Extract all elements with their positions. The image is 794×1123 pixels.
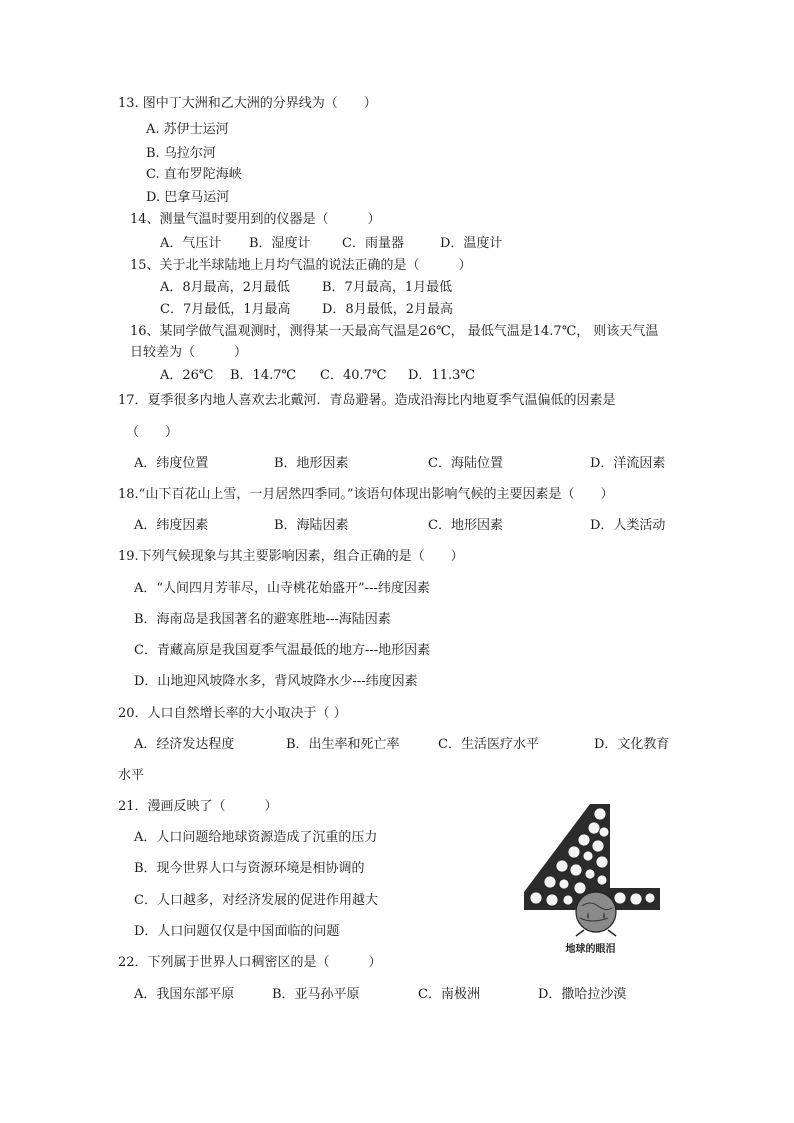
q21-option-d: D．人口问题仅仅是中国面临的问题 (134, 924, 340, 939)
q15-stem: 15、关于北半球陆地上月均气温的说法正确的是（ ） (130, 258, 472, 273)
q19-option-b: B．海南岛是我国著名的避寒胜地---海陆因素 (134, 612, 391, 627)
q22-option-a: A．我国东部平原 (134, 987, 235, 1002)
q19-option-c: C．青藏高原是我国夏季气温最低的地方---地形因素 (134, 643, 431, 658)
q17-stem-line2: （ ） (126, 425, 179, 440)
q13-option-b: B. 乌拉尔河 (146, 146, 216, 161)
q15-options-row2 (160, 301, 680, 319)
q14-option-c: C．雨量器 (342, 236, 404, 251)
q22-options (134, 986, 694, 1004)
q20-options (134, 736, 694, 754)
q15-option-d: D．8月最低，2月最高 (322, 302, 453, 317)
q22-option-b: B．亚马孙平原 (272, 987, 360, 1002)
q16-options (160, 367, 680, 385)
q17-option-c: C．海陆位置 (428, 456, 503, 471)
q16-stem-line2: 日较差为（ ） (130, 345, 248, 360)
q22-option-c: C．南极洲 (418, 987, 480, 1002)
q17-option-b: B．地形因素 (274, 456, 349, 471)
q17-options (134, 455, 694, 473)
q16-option-d: D．11.3℃ (408, 368, 475, 383)
q20-option-c: C．生活医疗水平 (438, 737, 539, 752)
q19-option-d: D．山地迎风坡降水多，背风坡降水少---纬度因素 (134, 674, 418, 689)
q17-stem-line1: 17．夏季很多内地人喜欢去北戴河．青岛避暑。造成沿海比内地夏季气温偏低的因素是 (118, 393, 616, 408)
q20-option-d: D．文化教育 (594, 737, 670, 752)
q20-option-b: B．出生率和死亡率 (286, 737, 400, 752)
q14-option-b: B．湿度计 (249, 236, 311, 251)
q14-stem: 14、测量气温时要用到的仪器是（ ） (130, 212, 381, 227)
q20-option-a: A．经济发达程度 (134, 737, 235, 752)
q18-option-b: B．海陆因素 (274, 518, 349, 533)
q22-option-d: D．撒哈拉沙漠 (538, 987, 627, 1002)
q18-stem: 18.“山下百花山上雪，一月居然四季同。”该语句体现出影响气候的主要因素是（ ） (118, 487, 614, 502)
q22-stem: 22．下列属于世界人口稠密区的是（ ） (118, 955, 382, 970)
figure-caption: 地球的眼泪 (565, 944, 616, 955)
q21-option-b: B．现今世界人口与资源环境是相协调的 (134, 861, 365, 876)
q13-option-d: D. 巴拿马运河 (146, 190, 230, 205)
q15-options-row1 (160, 279, 680, 297)
q13-option-a: A. 苏伊士运河 (146, 122, 229, 137)
q13-option-c: C. 直布罗陀海峡 (146, 167, 242, 182)
q14-option-d: D．温度计 (440, 236, 503, 251)
q13-stem: 13. 图中丁大洲和乙大洲的分界线为（ ） (118, 96, 377, 111)
q15-option-c: C．7月最低，1月最高 (160, 302, 291, 317)
q18-option-d: D．人类活动 (590, 518, 666, 533)
earth-tears-cartoon (518, 800, 663, 938)
q18-option-a: A．纬度因素 (134, 518, 209, 533)
q14-option-a: A．气压计 (160, 236, 222, 251)
q15-option-b: B．7月最高，1月最低 (322, 280, 453, 295)
q17-option-d: D．洋流因素 (590, 456, 666, 471)
q19-stem: 19.下列气候现象与其主要影响因素，组合正确的是（ ） (118, 549, 464, 564)
q16-option-b: B．14.7℃ (230, 368, 297, 383)
q20-stem: 20．人口自然增长率的大小取决于（ ） (118, 706, 347, 721)
q20-option-d-wrap: 水平 (118, 768, 145, 783)
q16-stem-line1: 16、某同学做气温观测时，测得某一天最高气温是26℃， 最低气温是14.7℃， 则该天气温 (130, 324, 659, 339)
q17-option-a: A．纬度位置 (134, 456, 209, 471)
q16-option-a: A．26℃ (160, 368, 214, 383)
q14-options (160, 235, 680, 253)
q21-option-c: C．人口越多，对经济发展的促进作用越大 (134, 893, 378, 908)
q18-option-c: C．地形因素 (428, 518, 503, 533)
q21-stem: 21．漫画反映了（ ） (118, 799, 278, 814)
q16-option-c: C．40.7℃ (320, 368, 387, 383)
q19-option-a: A．“人间四月芳菲尽，山寺桃花始盛开”---纬度因素 (134, 581, 430, 596)
cartoon-figure (518, 800, 663, 960)
q15-option-a: A．8月最高，2月最低 (160, 280, 290, 295)
q18-options (134, 517, 694, 535)
q21-option-a: A．人口问题给地球资源造成了沉重的压力 (134, 830, 378, 845)
